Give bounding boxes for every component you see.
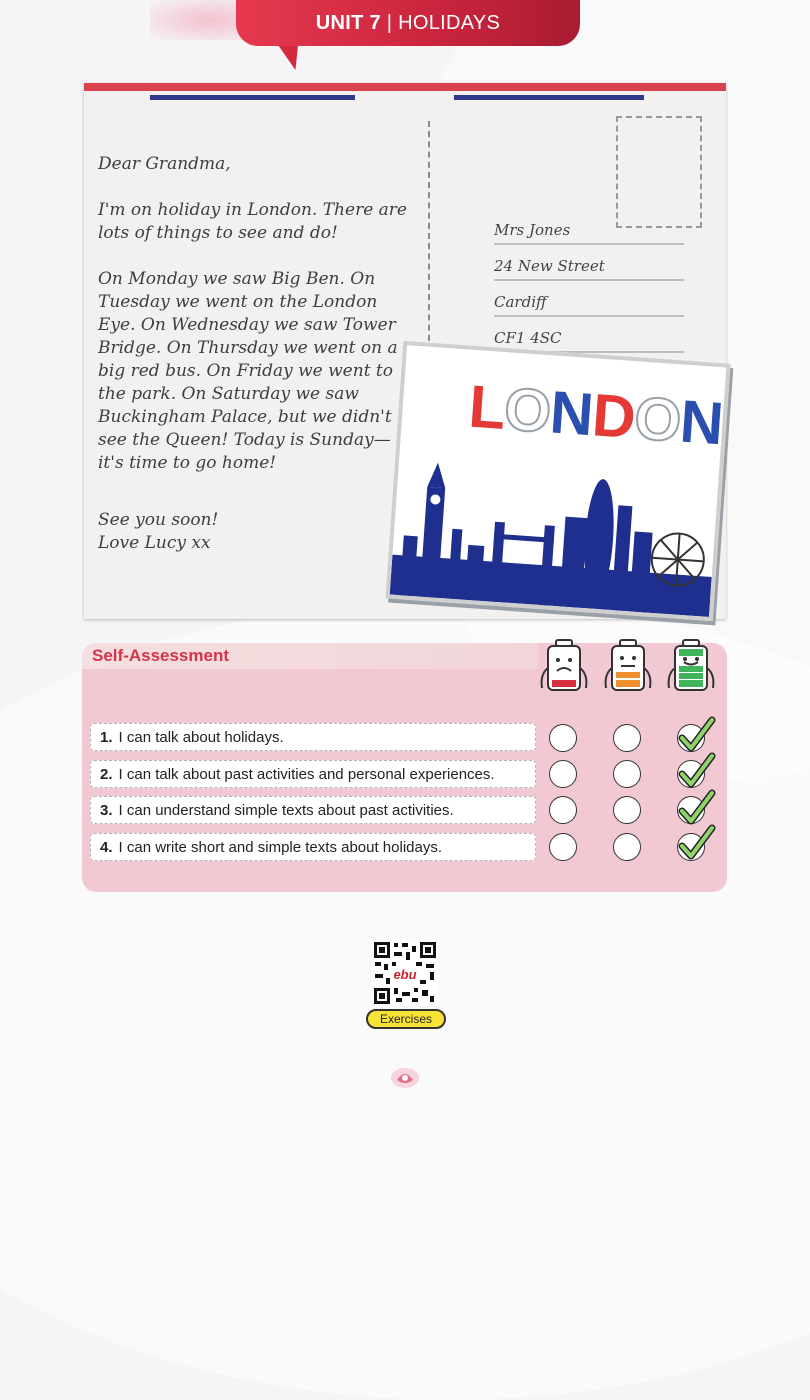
london-skyline-icon (390, 445, 720, 617)
check-mark-icon (676, 789, 718, 829)
unit-number: UNIT 7 (315, 12, 381, 34)
unit-topic: HOLIDAYS (398, 12, 501, 34)
letter-signature: Love Lucy xx (98, 533, 211, 553)
postcard-stripe (150, 95, 355, 100)
letter-closing: See you soon! (98, 510, 219, 530)
stamp-box (616, 116, 702, 228)
rating-neutral-radio[interactable] (613, 833, 641, 861)
check-mark-icon (676, 716, 718, 756)
assessment-row-4 (90, 833, 536, 861)
decorative-flower-icon (388, 1066, 422, 1090)
address-line-postcode: CF1 4SC (494, 329, 684, 353)
assessment-number: 2. (100, 766, 113, 783)
rating-neutral-radio[interactable] (613, 760, 641, 788)
assessment-number: 4. (100, 839, 113, 856)
battery-happy-icon (663, 638, 719, 696)
battery-neutral-icon (600, 638, 656, 696)
rating-sad-radio[interactable] (549, 724, 577, 752)
qr-code-icon[interactable] (372, 940, 438, 1006)
postcard-stripe (454, 95, 644, 100)
postcard-letter (98, 153, 408, 555)
battery-sad-icon (536, 638, 592, 696)
assessment-number: 1. (100, 729, 113, 746)
assessment-row-3 (90, 796, 536, 824)
assessment-row-1 (90, 723, 536, 751)
assessment-text: I can talk about holidays. (118, 729, 284, 746)
unit-header (236, 0, 580, 46)
rating-neutral-radio[interactable] (613, 724, 641, 752)
self-assessment-title: Self-Assessment (92, 646, 230, 665)
letter-paragraph-1: I'm on holiday in London. There are lots of things to see and do! (98, 200, 407, 243)
letter-greeting: Dear Grandma, (98, 154, 231, 174)
address-line-name: Mrs Jones (494, 221, 684, 245)
assessment-text: I can write short and simple texts about holidays. (118, 839, 443, 856)
check-mark-icon (676, 824, 718, 864)
assessment-text: I can talk about past activities and personal experiences. (118, 766, 495, 783)
unit-separator: | (386, 12, 393, 34)
rating-sad-radio[interactable] (549, 760, 577, 788)
address-line-city: Cardiff (494, 293, 684, 317)
qr-badge-text: ebu (393, 967, 417, 982)
assessment-row-2 (90, 760, 536, 788)
letter-paragraph-2: On Monday we saw Big Ben. On Tuesday we went on the London Eye. On Wednesday we saw Tower Bridge. On Thursday we went on a big red bus. On Friday we went to the park. On Saturday we saw Buckingham Palace, but we didn't see the Queen! Today is Sunday—it's time to go home! (98, 269, 398, 473)
rating-sad-radio[interactable] (549, 833, 577, 861)
assessment-number: 3. (100, 802, 113, 819)
assessment-text: I can understand simple texts about past activities. (118, 802, 454, 819)
rating-neutral-radio[interactable] (613, 796, 641, 824)
rating-sad-radio[interactable] (549, 796, 577, 824)
address-line-street: 24 New Street (494, 257, 684, 281)
london-word: LONDON (466, 372, 725, 458)
london-picture (385, 341, 730, 621)
exercises-label[interactable]: Exercises (366, 1009, 446, 1029)
postcard-divider (428, 121, 430, 351)
check-mark-icon (676, 752, 718, 792)
